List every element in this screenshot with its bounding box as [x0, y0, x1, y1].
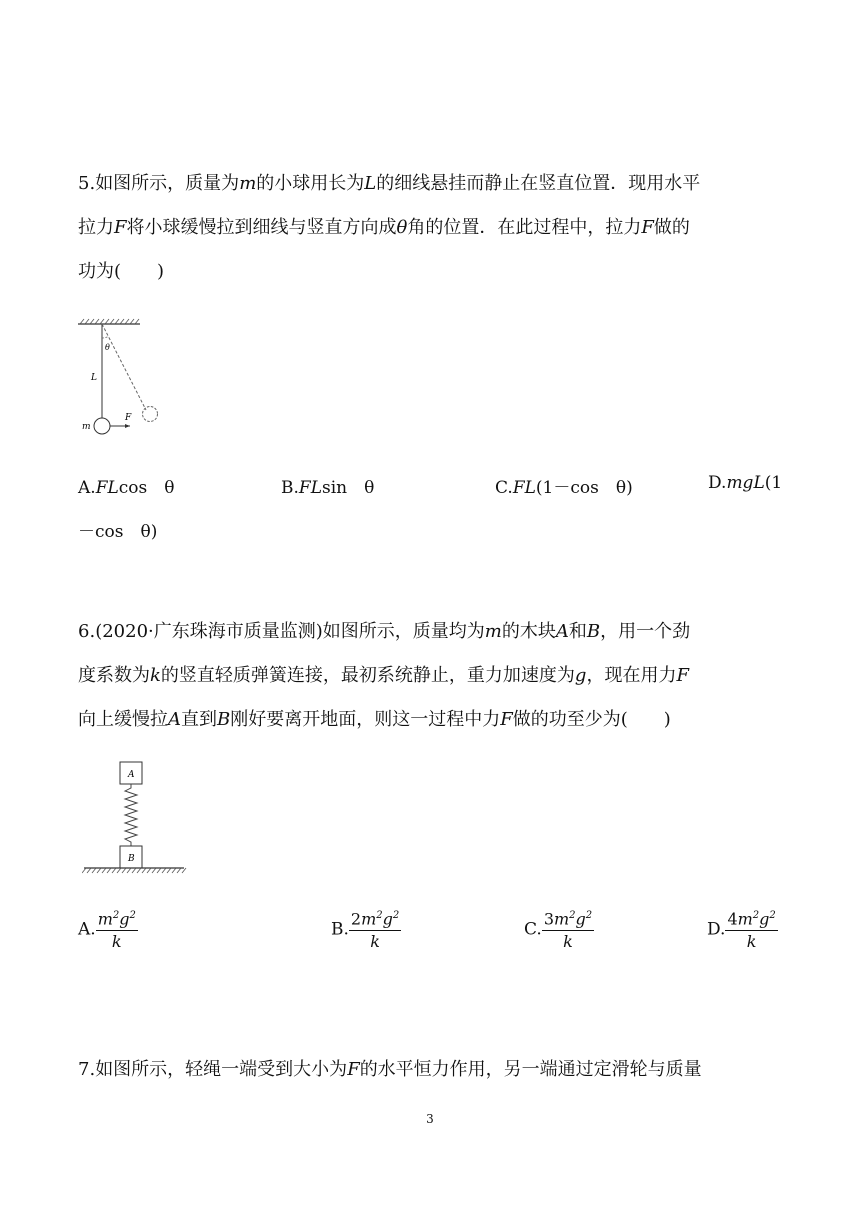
q5-option-a[interactable]: A.FLcos θ [78, 478, 175, 498]
question-7 [78, 1048, 784, 1092]
fraction: $\frac{4m^2g^2}{k}$ [725, 906, 777, 953]
q6-option-c[interactable]: C. $\frac{3m^2g^2}{k}$ [524, 906, 594, 953]
q6-line-1: 6.(2020·广东珠海市质量监测)如图所示，质量均为m的木块A和B，用一个劲 [78, 621, 691, 642]
question-5 [78, 162, 784, 294]
q6-option-a[interactable]: A. $\frac{m^2g^2}{k}$ [78, 906, 138, 953]
fraction: $\frac{m^2g^2}{k}$ [96, 906, 138, 953]
fraction: $\frac{2m^2g^2}{k}$ [349, 906, 401, 953]
q5-line-3: 功为( ) [78, 261, 165, 282]
length-label: L [91, 373, 97, 383]
mass-label: m [82, 422, 91, 432]
q6-option-b[interactable]: B. $\frac{2m^2g^2}{k}$ [331, 906, 401, 953]
q6-line-3: 向上缓慢拉A直到B刚好要离开地面，则这一过程中力F做的功至少为( ) [78, 709, 671, 730]
spring-blocks-figure [82, 758, 188, 876]
page-number: 3 [426, 1112, 434, 1126]
q5-option-b[interactable]: B.FLsin θ [281, 478, 375, 498]
force-label: F [125, 413, 132, 423]
block-a-label: A [128, 770, 135, 780]
q5-line-1: 5.如图所示，质量为m的小球用长为L的细线悬挂而静止在竖直位置．现用水平 [78, 173, 701, 194]
q5-option-d[interactable]: D.mgL(1 [708, 473, 783, 493]
q6-option-d[interactable]: D. $\frac{4m^2g^2}{k}$ [707, 906, 778, 953]
question-6 [78, 610, 784, 742]
q5-option-d-continued: －cos θ) [78, 522, 158, 542]
pendulum-figure [74, 318, 174, 440]
block-b-label: B [128, 854, 135, 864]
fraction: $\frac{3m^2g^2}{k}$ [542, 906, 594, 953]
q5-line-2: 拉力F将小球缓慢拉到细线与竖直方向成θ角的位置．在此过程中，拉力F做的 [78, 217, 690, 238]
q7-line-1: 7.如图所示，轻绳一端受到大小为F的水平恒力作用，另一端通过定滑轮与质量 [78, 1059, 702, 1080]
q6-line-2: 度系数为k的竖直轻质弹簧连接，最初系统静止，重力加速度为g，现在用力F [78, 665, 689, 686]
theta-label: θ [105, 343, 110, 352]
q5-option-c[interactable]: C.FL(1－cos θ) [495, 478, 633, 498]
